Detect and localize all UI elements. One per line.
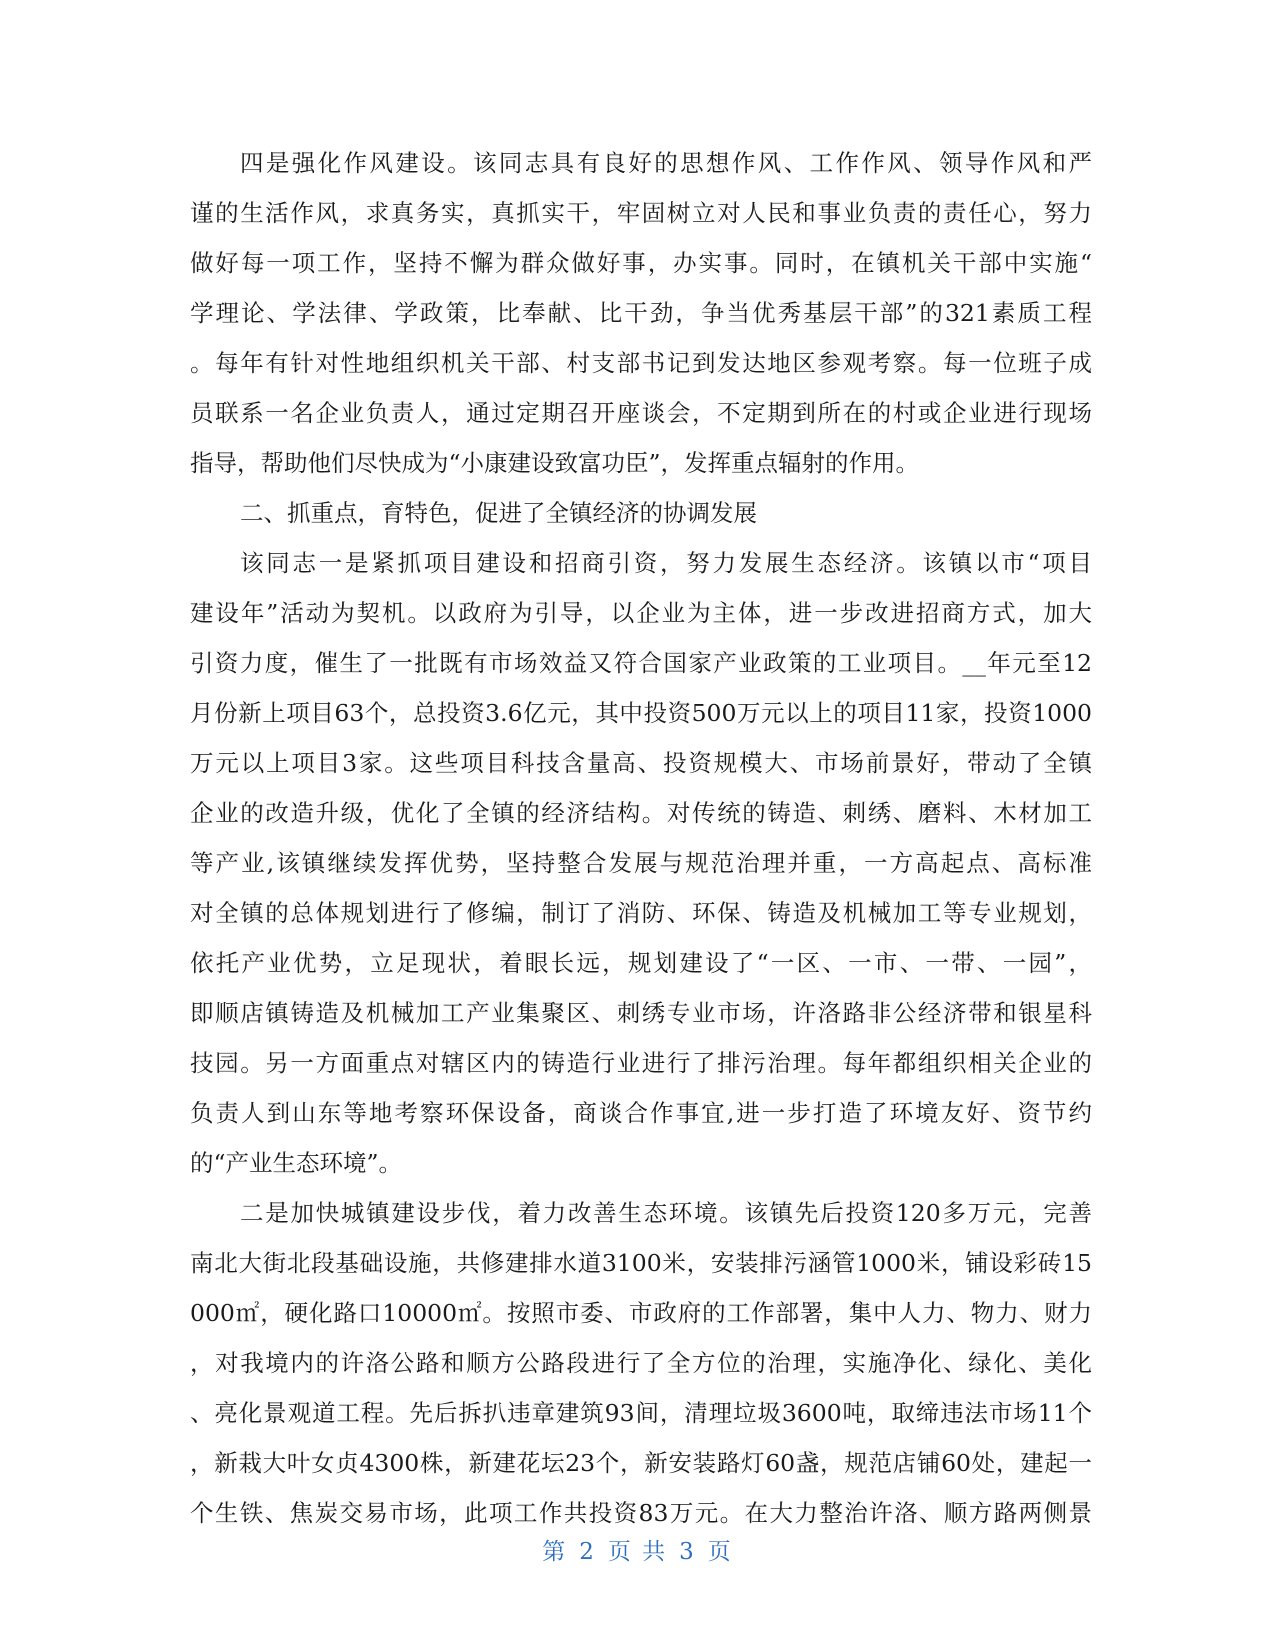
text-line: 负责人到山东等地考察环保设备，商谈合作事宜,进一步打造了环境友好、资节约 xyxy=(190,1099,1092,1127)
text-line: 、亮化景观道工程。先后拆扒违章建筑93间，清理垃圾3600吨，取缔违法市场11个 xyxy=(190,1399,1092,1427)
text-line: 。每年有针对性地组织机关干部、村支部书记到发达地区参观考察。每一位班子成 xyxy=(190,349,1092,377)
text-line: 万元以上项目3家。这些项目科技含量高、投资规模大、市场前景好，带动了全镇 xyxy=(190,749,1092,777)
text-line: 做好每一项工作，坚持不懈为群众做好事，办实事。同时，在镇机关干部中实施“ xyxy=(190,249,1092,277)
text-line: 即顺店镇铸造及机械加工产业集聚区、刺绣专业市场，许洛路非公经济带和银星科 xyxy=(190,999,1092,1027)
text-line: 个生铁、焦炭交易市场，此项工作共投资83万元。在大力整治许洛、顺方路两侧景 xyxy=(190,1499,1092,1527)
text-line: 依托产业优势，立足现状，着眼长远，规划建设了“一区、一市、一带、一园”， xyxy=(190,949,1092,977)
text-line: 月份新上项目63个，总投资3.6亿元，其中投资500万元以上的项目11家，投资1000 xyxy=(190,699,1092,727)
text-line: 建设年”活动为契机。以政府为引导，以企业为主体，进一步改进招商方式，加大 xyxy=(190,599,1092,627)
text-line: 员联系一名企业负责人，通过定期召开座谈会，不定期到所在的村或企业进行现场 xyxy=(190,399,1092,427)
text-line: ，新栽大叶女贞4300株，新建花坛23个，新安装路灯60盏，规范店铺60处，建起一 xyxy=(190,1449,1092,1477)
text-line: 000㎡，硬化路口10000㎡。按照市委、市政府的工作部署，集中人力、物力、财力 xyxy=(190,1299,1092,1327)
text-line: 学理论、学法律、学政策，比奉献、比干劲，争当优秀基层干部”的321素质工程 xyxy=(190,299,1092,327)
text-line: 企业的改造升级，优化了全镇的经济结构。对传统的铸造、刺绣、磨料、木材加工 xyxy=(190,799,1092,827)
text-line: 南北大街北段基础设施，共修建排水道3100米，安装排污涵管1000米，铺设彩砖15 xyxy=(190,1249,1092,1277)
footer-total-pages: 3 xyxy=(679,1539,696,1565)
text-line: ，对我境内的许洛公路和顺方公路段进行了全方位的治理，实施净化、绿化、美化 xyxy=(190,1349,1092,1377)
text-line: 二是加快城镇建设步伐，着力改善生态环境。该镇先后投资120多万元，完善 xyxy=(240,1199,1092,1227)
text-line: 谨的生活作风，求真务实，真抓实干，牢固树立对人民和事业负责的责任心，努力 xyxy=(190,199,1092,227)
page-footer xyxy=(0,1533,1275,1566)
text-line: 等产业,该镇继续发挥优势，坚持整合发展与规范治理并重，一方高起点、高标准 xyxy=(190,849,1092,877)
text-line: 技园。另一方面重点对辖区内的铸造行业进行了排污治理。每年都组织相关企业的 xyxy=(190,1049,1092,1077)
footer-page-number: 2 xyxy=(579,1539,596,1565)
text-line: 二、抓重点，育特色，促进了全镇经济的协调发展 xyxy=(240,499,757,527)
text-line: 指导，帮助他们尽快成为“小康建设致富功臣”，发挥重点辐射的作用。 xyxy=(190,449,920,477)
text-line: 对全镇的总体规划进行了修编，制订了消防、环保、铸造及机械加工等专业规划， xyxy=(190,899,1092,927)
text-line: 引资力度，催生了一批既有市场效益又符合国家产业政策的工业项目。__年元至12 xyxy=(190,649,1092,677)
document-body xyxy=(190,138,1092,1538)
text-line: 的“产业生态环境”。 xyxy=(190,1149,403,1177)
text-line: 四是强化作风建设。该同志具有良好的思想作风、工作作风、领导作风和严 xyxy=(240,149,1092,177)
text-line: 该同志一是紧抓项目建设和招商引资，努力发展生态经济。该镇以市“项目 xyxy=(240,549,1092,577)
footer-middle: 页 共 xyxy=(607,1539,668,1565)
footer-prefix: 第 xyxy=(542,1539,568,1565)
footer-suffix: 页 xyxy=(707,1539,733,1565)
